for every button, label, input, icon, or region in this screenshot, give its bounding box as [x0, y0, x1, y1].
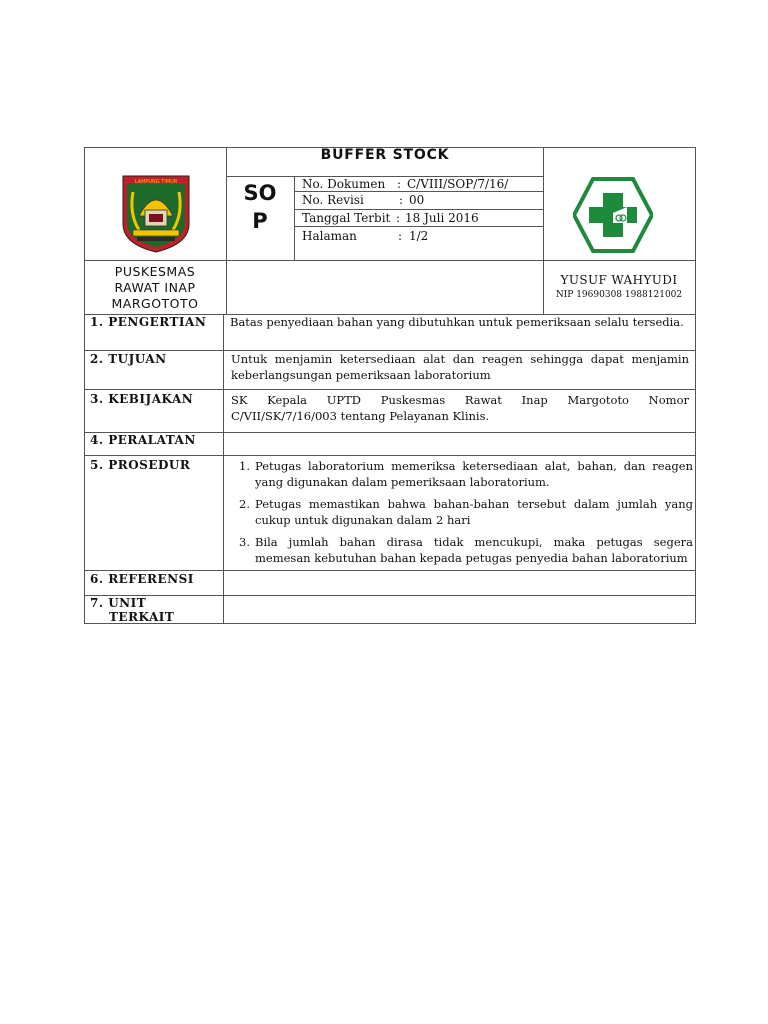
prosedur-steps — [227, 458, 693, 572]
list-item — [227, 458, 693, 490]
tujuan-text — [231, 351, 689, 383]
step-number: 2. — [239, 497, 250, 511]
section-label-pengertian: 1. PENGERTIAN — [90, 315, 207, 329]
meta-row-line-2 — [294, 209, 544, 210]
meta-label: Tanggal Terbit — [302, 211, 391, 225]
signer-nip: NIP 19690308 1988121002 — [555, 290, 683, 300]
meta-label: Halaman — [302, 229, 357, 243]
kebijakan-line: SK Kepala UPTD Puskesmas Rawat Inap Margototo Nomor — [231, 393, 689, 407]
step-number: 3. — [239, 535, 250, 549]
document-title: BUFFER STOCK — [320, 147, 450, 163]
section-label-unit: 7. UNIT — [90, 596, 147, 610]
list-item — [227, 496, 693, 528]
step-line: cukup untuk digunakan dalam 2 hari — [255, 513, 471, 527]
signer-name: YUSUF WAHYUDI — [560, 273, 678, 287]
tujuan-line: Untuk menjamin ketersediaan alat dan reagen sehingga dapat menjamin — [231, 352, 689, 366]
kebijakan-line: C/VII/SK/7/16/003 tentang Pelayanan Klinis. — [231, 409, 490, 423]
institution-line3: MARGOTOTO — [111, 296, 199, 311]
table-border-bottom — [84, 623, 696, 624]
meta-value-document-number: C/VIII/SOP/7/16/ — [407, 177, 509, 191]
row-line-2 — [84, 389, 696, 390]
meta-row-line-1 — [294, 191, 544, 192]
meta-value-revision: 00 — [409, 193, 425, 207]
step-line: Petugas memastikan bahwa bahan-bahan tersebut dalam jumlah yang — [255, 497, 693, 511]
institution-line1: PUSKESMAS — [114, 264, 196, 279]
list-item — [227, 534, 693, 566]
meta-row-line-3 — [294, 226, 544, 227]
kebijakan-text — [231, 392, 689, 424]
header-mid-line — [84, 260, 696, 261]
step-line: Bila jumlah bahan dirasa tidak mencukupi, maka petugas segera — [255, 535, 693, 549]
institution-line2: RAWAT INAP — [114, 280, 196, 295]
section-label-referensi: 6. REFERENSI — [90, 572, 194, 586]
section-label-terkait: TERKAIT — [109, 610, 175, 624]
section-label-kebijakan: 3. KEBIJAKAN — [90, 392, 194, 406]
row-line-6 — [84, 595, 696, 596]
section-label-prosedur: 5. PROSEDUR — [90, 458, 191, 472]
meta-sep: : — [396, 211, 401, 225]
pengertian-text: Batas penyediaan bahan yang dibutuhkan untuk pemeriksaan selalu tersedia. — [230, 315, 684, 329]
table-border-right — [695, 147, 696, 623]
step-line: memesan kebutuhan bahan kepada petugas penyedia bahan laboratorium — [255, 551, 688, 565]
logo-banner-text: LAMPUNG TIMUR — [134, 179, 178, 185]
meta-label: No. Revisi — [302, 193, 364, 207]
meta-value-issue-date: 18 Juli 2016 — [405, 211, 479, 225]
tujuan-line: keberlangsungan pemeriksaan laboratorium — [231, 368, 491, 382]
step-line: Petugas laboratorium memeriksa ketersediaan alat, bahan, dan reagen — [255, 459, 693, 473]
label-column-divider — [223, 314, 224, 623]
section-label-tujuan: 2. TUJUAN — [90, 352, 167, 366]
sop-divider — [294, 176, 295, 260]
sop-label-line2: P — [252, 209, 268, 233]
regency-shield-icon — [119, 174, 193, 254]
meta-sep: : — [397, 177, 402, 191]
step-line: yang digunakan dalam pemeriksaan laboratorium. — [255, 475, 550, 489]
meta-sep: : — [398, 229, 403, 243]
health-logo — [573, 177, 653, 253]
row-line-4 — [84, 455, 696, 456]
table-border-left — [84, 147, 85, 623]
green-cross-icon — [573, 177, 653, 253]
step-number: 1. — [239, 459, 250, 473]
meta-value-page: 1/2 — [409, 229, 429, 243]
meta-label: No. Dokumen — [302, 177, 386, 191]
meta-sep: : — [399, 193, 404, 207]
regency-logo — [119, 174, 193, 254]
section-label-peralatan: 4. PERALATAN — [90, 433, 196, 447]
sop-label-line1: SO — [243, 181, 277, 205]
